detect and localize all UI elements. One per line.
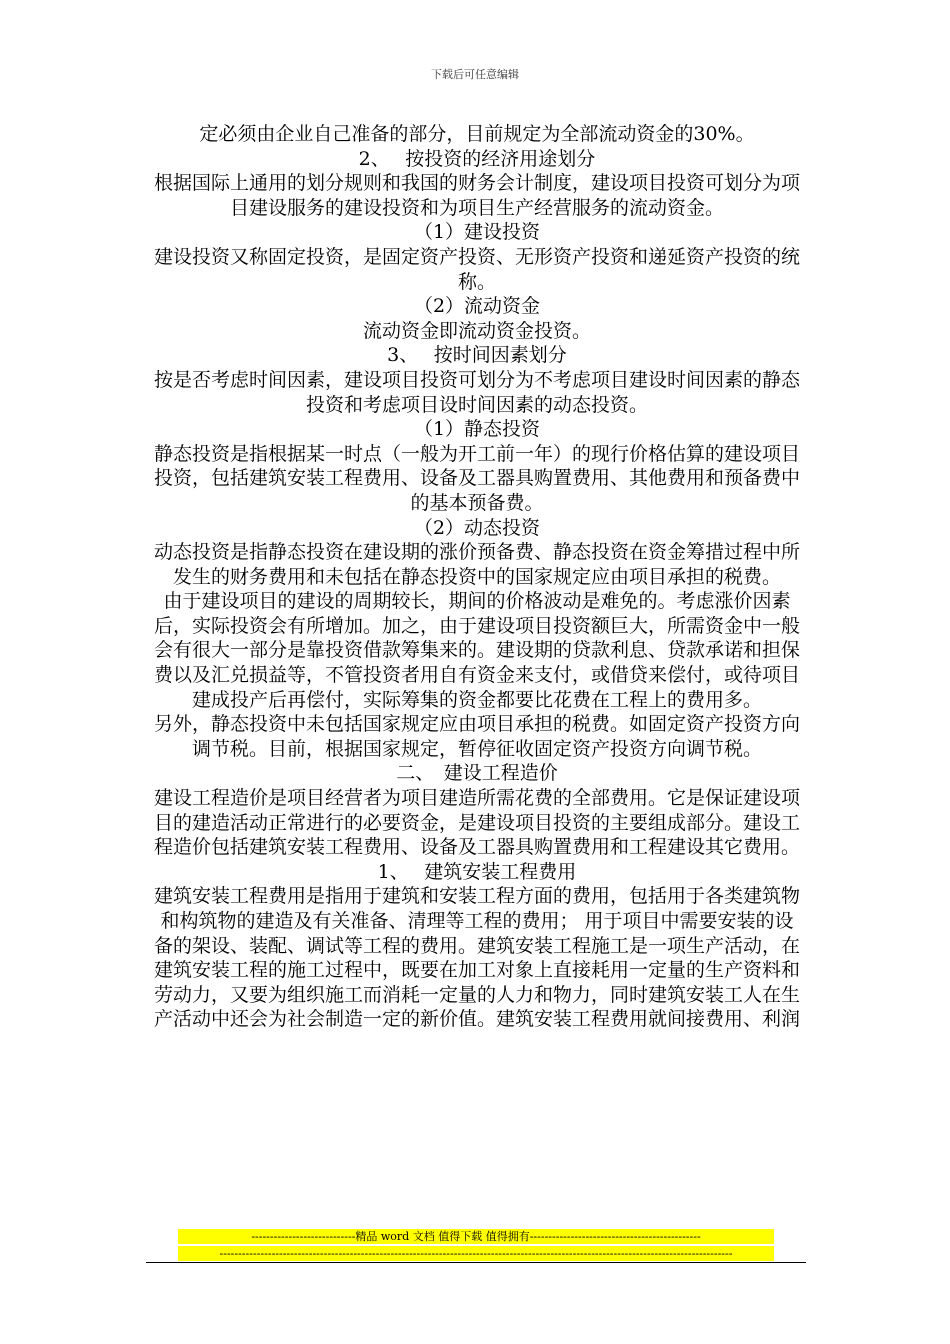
document-body	[152, 122, 802, 1032]
paragraph: 动态投资是指静态投资在建设期的涨价预备费、静态投资在资金筹措过程中所发生的财务费用和未包括在静态投资中的国家规定应由项目承担的税费。	[153, 541, 800, 588]
footer-banner: ----------------------------精品 word 文档 值得下载 值得拥有----------------------------------------------	[178, 1229, 774, 1244]
section-heading: 二、 建设工程造价	[396, 762, 558, 785]
paragraph: 由于建设项目的建设的周期较长，期间的价格波动是难免的。考虑涨价因素后，实际投资会有所增加。加之，由于建设项目投资额巨大，所需资金中一般会有很大一部分是靠投资借款筹集来的。建设期的贷款利息、贷款承诺和担保费以及汇兑损益等，不管投资者用自有资金来支付，或借贷来偿付，或待项目建成投产后再偿付，实际筹集的资金都要比花费在工程上的费用多。	[153, 590, 800, 711]
subsection-heading: （2）动态投资	[413, 516, 541, 539]
paragraph: 按是否考虑时间因素，建设项目投资可划分为不考虑项目建设时间因素的静态投资和考虑项目设时间因素的动态投资。	[153, 368, 800, 416]
footer-dashes: ------------------------------------------------------------------------------------------------------------------------------------------	[178, 1246, 774, 1261]
paragraph: 建设工程造价是项目经营者为项目建造所需花费的全部费用。它是保证建设项目的建造活动正常进行的必要资金，是建设项目投资的主要组成部分。建设工程造价包括建筑安装工程费用、设备及工器具购置费用和工程建设其它费用。	[153, 787, 800, 859]
paragraph: 建设投资又称固定投资，是固定资产投资、无形资产投资和递延资产投资的统称。	[153, 245, 800, 293]
paragraph: 根据国际上通用的划分规则和我国的财务会计制度，建设项目投资可划分为项目建设服务的建设投资和为项目生产经营服务的流动资金。	[153, 172, 800, 219]
section-heading: 2、 按投资的经济用途划分	[358, 147, 596, 170]
footer-rule	[146, 1262, 806, 1263]
paragraph: 定必须由企业自己准备的部分，目前规定为全部流动资金的30%。	[199, 123, 755, 145]
paragraph: 另外，静态投资中未包括国家规定应由项目承担的税费。如固定资产投资方向调节税。目前，根据国家规定，暂停征收固定资产投资方向调节税。	[153, 713, 800, 760]
paragraph: 流动资金即流动资金投资。	[362, 319, 591, 342]
subsection-heading: （2）流动资金	[413, 295, 541, 318]
paragraph: 建筑安装工程费用是指用于建筑和安装工程方面的费用，包括用于各类建筑物和构筑物的建造及有关准备、清理等工程的费用； 用于项目中需要安装的设备的架设、装配、调试等工程的费用。建筑安装工程施工是一项生产活动，在建筑安装工程的施工过程中，既要在加工对象上直接耗用一定量的生产资料和劳动力，又要为组织施工而消耗一定量的人力和物力，同时建筑安装工人在生产活动中还会为社会制造一定的新价值。建筑安装工程费用就间接费用、利润	[153, 885, 800, 1031]
subsection-heading: （1）静态投资	[413, 418, 541, 441]
section-heading: 1、 建筑安装工程费用	[377, 860, 577, 883]
subsection-heading: （1）建设投资	[413, 221, 541, 244]
page-header: 下载后可任意编辑	[431, 68, 519, 81]
paragraph: 静态投资是指根据某一时点（一般为开工前一年）的现行价格估算的建设项目投资，包括建筑安装工程费用、设备及工器具购置费用、其他费用和预备费中的基本预备费。	[153, 442, 800, 514]
section-heading: 3、 按时间因素划分	[387, 344, 567, 367]
